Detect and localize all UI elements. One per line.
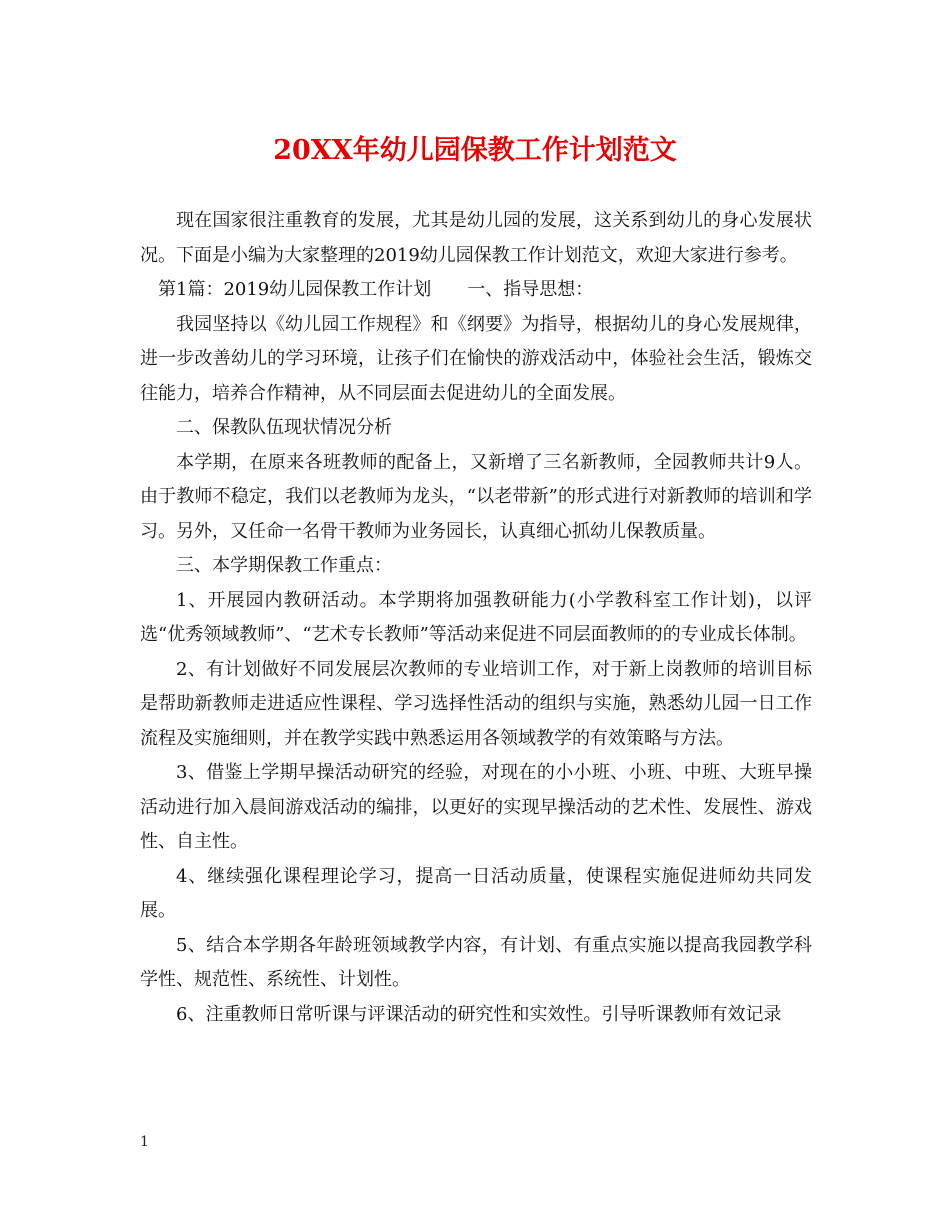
paragraph-item-4: 4、继续强化课程理论学习，提高一日活动质量，使课程实施促进师幼共同发展。	[140, 865, 812, 921]
page-number: 1	[140, 1134, 149, 1150]
paragraph-guiding-thought: 我园坚持以《幼儿园工作规程》和《纲要》为指导，根据幼儿的身心发展规律，进一步改善幼儿的学习环境，让孩子们在愉快的游戏活动中，体验社会生活，锻炼交往能力，培养合作精神，从不同层面去促进幼儿的全面发展。	[140, 313, 812, 404]
paragraph-heading-team-analysis: 二、保教队伍现状情况分析	[176, 417, 392, 438]
paragraph-intro: 现在国家很注重教育的发展，尤其是幼儿园的发展，这关系到幼儿的身心发展状况。下面是小编为大家整理的2019幼儿园保教工作计划范文，欢迎大家进行参考。	[140, 210, 812, 266]
paragraph-item-5: 5、结合本学期各年龄班领域教学内容，有计划、有重点实施以提高我园教学科学性、规范性、系统性、计划性。	[140, 934, 812, 990]
paragraph-section-heading: 第1篇：2019幼儿园保教工作计划 一、指导思想：	[158, 279, 594, 300]
document-title: 20XX年幼儿园保教工作计划范文	[273, 135, 677, 166]
document-body	[140, 204, 812, 1032]
paragraph-team-analysis: 本学期，在原来各班教师的配备上，又新增了三名新教师，全园教师共计9人。由于教师不稳定，我们以老教师为龙头，“以老带新”的形式进行对新教师的培训和学习。另外，又任命一名骨干教师为业务园长，认真细心抓幼儿保教质量。	[140, 451, 812, 542]
paragraph-item-6: 6、注重教师日常听课与评课活动的研究性和实效性。引导听课教师有效记录	[176, 1003, 782, 1025]
paragraph-item-1: 1、开展园内教研活动。本学期将加强教研能力(小学教科室工作计划)，以评选“优秀领域教师”、“艺术专长教师”等活动来促进不同层面教师的的专业成长体制。	[140, 589, 812, 645]
paragraph-item-3: 3、借鉴上学期早操活动研究的经验，对现在的小小班、小班、中班、大班早操活动进行加入晨间游戏活动的编排，以更好的实现早操活动的艺术性、发展性、游戏性、自主性。	[140, 762, 812, 852]
paragraph-heading-key-points: 三、本学期保教工作重点：	[176, 555, 392, 576]
paragraph-item-2: 2、有计划做好不同发展层次教师的专业培训工作，对于新上岗教师的培训目标是帮助新教师走进适应性课程、学习选择性活动的组织与实施，熟悉幼儿园一日工作流程及实施细则，并在教学实践中熟悉运用各领域教学的有效策略与方法。	[140, 658, 812, 749]
